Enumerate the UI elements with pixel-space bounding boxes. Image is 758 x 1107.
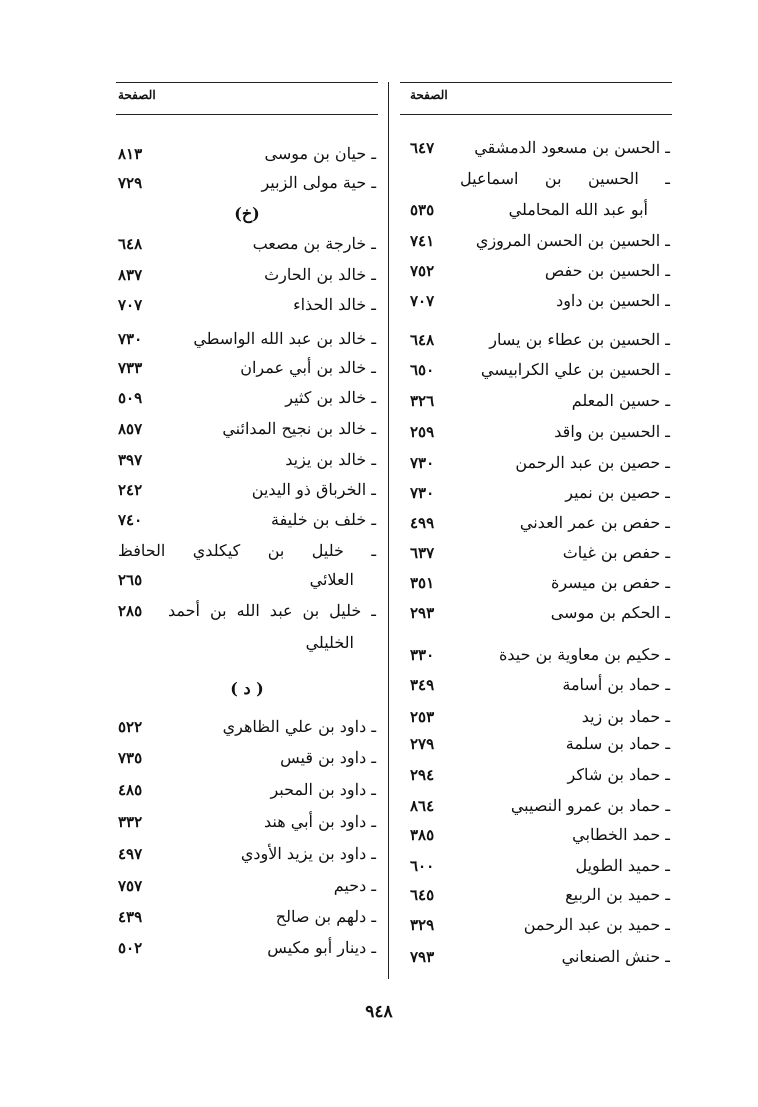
entry-page: ٤٩٧: [118, 845, 143, 863]
entry-page: ٦٣٧: [410, 544, 435, 562]
index-entry: [118, 477, 376, 503]
entry-name: ـ دلهم بن صالح: [275, 907, 376, 926]
index-entry: [410, 600, 670, 626]
entry-name: ـ حماد بن أسامة: [562, 675, 670, 694]
entry-page: ٤٨٥: [118, 781, 143, 799]
entry-name: ـ حصين بن عبد الرحمن: [515, 453, 670, 472]
entry-name: ـ خالد الحذاء: [293, 295, 376, 314]
entry-name: ـ الحسين بن عطاء بن يسار: [489, 330, 670, 349]
entry-page: ٦٤٧: [410, 139, 435, 157]
entry-page: ٢٥٩: [410, 423, 435, 441]
entry-name: ـ حكيم بن معاوية بن حيدة: [498, 645, 670, 664]
entry-name: ـ خالد بن كثير: [285, 388, 376, 407]
entry-name: ـ حفص بن غياث: [562, 543, 670, 562]
index-entry: [410, 327, 670, 353]
entry-name: ـ حصين بن نمير: [565, 483, 670, 502]
entry-name: ـ حميد الطويل: [575, 856, 670, 875]
entry-name: ـ الحسين بن الحسن المروزي: [475, 231, 670, 250]
entry-name: ـ الحسين بن حفص: [544, 261, 670, 280]
entry-name: ـ داود بن المحبر: [270, 780, 376, 799]
index-entry: [410, 731, 670, 757]
entry-page: ٢٩٤: [410, 766, 435, 784]
section-letter-kha: [118, 201, 376, 227]
entry-page: ٥٢٢: [118, 718, 143, 736]
entry-name: ـ حميد بن الربيع: [565, 885, 670, 904]
section-heading: ( د ): [230, 679, 264, 698]
index-entry: [118, 326, 376, 352]
index-entry: [118, 141, 376, 167]
entry-page: ٥٠٢: [118, 939, 143, 957]
section-letter-dal: [118, 676, 376, 702]
index-entry: [118, 170, 376, 196]
entry-name: ـ الخرباق ذو اليدين: [251, 480, 376, 499]
entry-page: ٣٩٧: [118, 451, 143, 469]
entry-name: ـ دحيم: [333, 876, 376, 895]
entry-page: ٦٥٠: [410, 361, 435, 379]
index-entry: [118, 777, 376, 803]
page-number: ٩٤٨: [365, 1002, 393, 1022]
entry-name: ـ الحسين بن علي الكرابيسي: [480, 360, 670, 379]
index-entry: [410, 357, 670, 383]
index-entry: [118, 231, 376, 257]
index-entry: [410, 704, 670, 730]
entry-page: ٢٩٣: [410, 604, 435, 622]
index-entry: [410, 762, 670, 788]
index-entry: [118, 447, 376, 473]
entry-name: ـ داود بن قيس: [280, 748, 376, 767]
entry-name: ـ حمد الخطابي: [572, 825, 670, 844]
entry-name: ـ حنش الصنعاني: [561, 947, 670, 966]
index-entry: [410, 672, 670, 698]
index-entry: [118, 935, 376, 961]
index-entry: [410, 480, 670, 506]
entry-name: ـ حماد بن زيد: [581, 707, 670, 726]
index-entry: [118, 714, 376, 740]
index-entry: [118, 416, 376, 442]
index-entry: [410, 258, 670, 284]
index-entry: [118, 745, 376, 771]
entry-name: ـ داود بن يزيد الأودي: [240, 844, 376, 863]
entry-page: ٧٣٠: [118, 330, 143, 348]
entry-page: ٧٢٩: [118, 174, 143, 192]
entry-page: ٥٠٩: [118, 389, 143, 407]
index-entry: [118, 809, 376, 835]
entry-name: ـ خالد بن عبد الله الواسطي: [193, 329, 376, 348]
entry-page: ٢٧٩: [410, 735, 435, 753]
entry-name: ـ خليل بن عبد الله بن أحمد: [168, 601, 376, 620]
entry-name: ـ حميد بن عبد الرحمن: [523, 915, 670, 934]
entry-name: ـ خالد بن نجيح المدائني: [222, 419, 376, 438]
entry-page: ٥٣٥: [410, 201, 435, 219]
entry-page: ٧٥٢: [410, 262, 435, 280]
index-entry: [410, 944, 670, 970]
entry-page: ٣٥١: [410, 574, 435, 592]
entry-name: الخليلي: [305, 633, 354, 652]
entry-page: ٧٣٠: [410, 454, 435, 472]
entry-name: ـ خارجة بن مصعب: [252, 234, 376, 253]
entry-name: العلائي: [309, 570, 354, 589]
entry-page: ٤٣٩: [118, 908, 143, 926]
entry-page: ٧٤١: [410, 232, 435, 250]
index-entry: [118, 630, 376, 656]
entry-page: ٢٤٢: [118, 481, 143, 499]
entry-page: ٣٣٢: [118, 813, 143, 831]
entry-name: ـ حماد بن عمرو النصيبي: [510, 796, 670, 815]
index-entry: [410, 228, 670, 254]
entry-page: ٣٨٥: [410, 826, 435, 844]
entry-page: ٨٦٤: [410, 797, 435, 815]
entry-name: ـ الحسين بن اسماعيل: [460, 169, 670, 188]
entry-page: ٧٠٧: [118, 296, 143, 314]
entry-page: ٦٤٨: [410, 331, 435, 349]
column-divider: [388, 82, 389, 979]
index-entry: [410, 822, 670, 848]
index-entry: [410, 419, 670, 445]
entry-page: ٨٥٧: [118, 420, 143, 438]
entry-name: ـ دينار أبو مكيس: [267, 938, 376, 957]
entry-page: ٣٣٠: [410, 646, 435, 664]
index-entry: [410, 882, 670, 908]
entry-name: ـ الحسن بن مسعود الدمشقي: [474, 138, 670, 157]
index-entry: [410, 793, 670, 819]
entry-page: ٤٩٩: [410, 514, 435, 532]
index-entry: [118, 841, 376, 867]
entry-page: ٧٤٠: [118, 511, 143, 529]
entry-name: ـ الحسين بن داود: [556, 291, 670, 310]
entry-name: ـ خلف بن خليفة: [270, 510, 376, 529]
entry-page: ٣٢٩: [410, 916, 435, 934]
entry-page: ٣٤٩: [410, 676, 435, 694]
index-entry: [410, 197, 670, 223]
entry-name: ـ الحكم بن موسى: [550, 603, 670, 622]
index-entry: [460, 166, 670, 192]
index-entry: [118, 598, 376, 624]
index-entry: [410, 642, 670, 668]
entry-name: ـ خليل بن كيكلدي الحافظ: [118, 541, 376, 560]
entry-page: ٦٤٨: [118, 235, 143, 253]
index-entry: [118, 507, 376, 533]
entry-page: ٢٨٥: [118, 602, 143, 620]
entry-page: ٧٣٥: [118, 749, 143, 767]
entry-page: ٧٣٠: [410, 484, 435, 502]
entry-page: ٣٢٦: [410, 392, 435, 410]
right-column-index: [410, 0, 670, 1000]
entry-page: ٢٦٥: [118, 571, 143, 589]
entry-page: ٨٣٧: [118, 266, 143, 284]
entry-name: أبو عبد الله المحاملي: [508, 200, 648, 219]
entry-page: ٢٥٣: [410, 708, 435, 726]
entry-page: ٧٣٣: [118, 359, 143, 377]
entry-name: ـ حماد بن سلمة: [565, 734, 670, 753]
index-entry: [410, 570, 670, 596]
entry-name: ـ خالد بن أبي عمران: [240, 358, 376, 377]
entry-page: ٧٠٧: [410, 292, 435, 310]
entry-name: ـ داود بن أبي هند: [264, 812, 376, 831]
index-entry: [118, 538, 376, 564]
left-column-header: الصفحة: [118, 88, 156, 102]
index-entry: [118, 385, 376, 411]
entry-page: ٧٥٧: [118, 877, 143, 895]
index-entry: [410, 540, 670, 566]
entry-name: ـ حيان بن موسى: [264, 144, 376, 163]
entry-name: ـ حية مولى الزبير: [261, 173, 376, 192]
index-entry: [118, 262, 376, 288]
index-entry: [410, 450, 670, 476]
entry-name: ـ داود بن علي الظاهري: [222, 717, 376, 736]
index-entry: [118, 355, 376, 381]
index-entry: [410, 853, 670, 879]
entry-page: ٦٠٠: [410, 857, 435, 875]
index-entry: [118, 292, 376, 318]
entry-page: ٨١٣: [118, 145, 143, 163]
index-entry: [410, 388, 670, 414]
entry-page: ٦٤٥: [410, 886, 435, 904]
section-heading: (خ): [234, 204, 260, 223]
entry-name: ـ حماد بن شاكر: [567, 765, 670, 784]
index-entry: [410, 510, 670, 536]
entry-name: ـ حسين المعلم: [571, 391, 670, 410]
index-entry: [118, 904, 376, 930]
entry-name: ـ خالد بن يزيد: [285, 450, 376, 469]
index-entry: [118, 567, 376, 593]
left-column-index: [118, 0, 376, 1000]
entry-page: ٧٩٣: [410, 948, 435, 966]
entry-name: ـ حفص بن ميسرة: [550, 573, 670, 592]
right-column-header: الصفحة: [410, 88, 448, 102]
index-entry: [118, 873, 376, 899]
index-entry: [410, 135, 670, 161]
index-entry: [410, 912, 670, 938]
entry-name: ـ الحسين بن واقد: [554, 422, 670, 441]
index-entry: [410, 288, 670, 314]
entry-name: ـ خالد بن الحارث: [264, 265, 376, 284]
entry-name: ـ حفص بن عمر العدني: [519, 513, 670, 532]
